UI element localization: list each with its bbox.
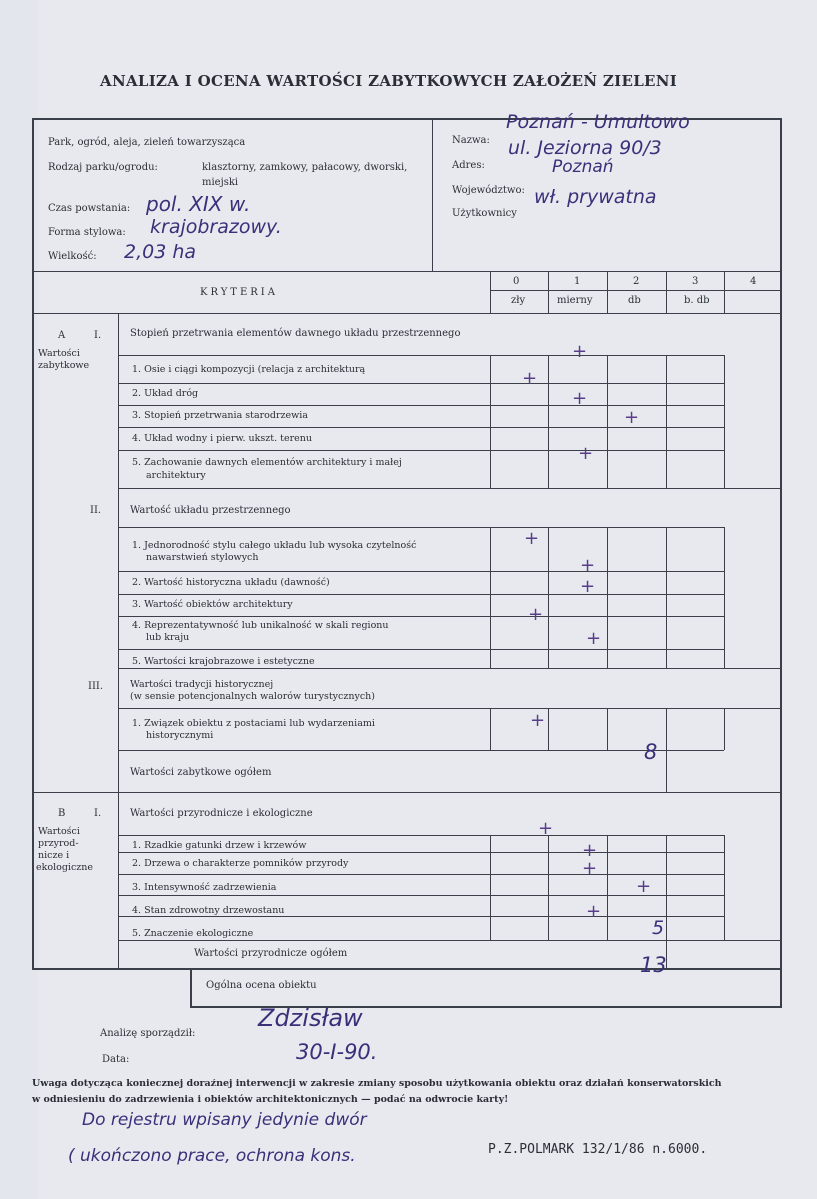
grid-col (607, 527, 608, 668)
row-line (118, 852, 724, 853)
grid-col (490, 527, 491, 668)
score-0: 0 (513, 276, 520, 287)
b1-item-3: 3. Intensywność zadrzewienia (132, 882, 277, 893)
criteria-label: KRYTERIA (200, 287, 278, 298)
name-value: Poznań - Umultowo (506, 111, 690, 133)
date-label-footer: Data: (102, 1054, 130, 1065)
section-a-name: Wartości (38, 348, 80, 359)
type-label: Rodzaj parku/ogrodu: (48, 162, 158, 173)
check-mark: + (522, 368, 538, 389)
score-4: 4 (750, 276, 757, 287)
a2-item-1: 1. Jednorodność stylu całego układu lub wysoka czytelność (132, 540, 417, 551)
a2-item-3: 3. Wartość obiektów architektury (132, 599, 293, 610)
row-line (118, 668, 782, 669)
section-b-name2: przyrod- (38, 838, 79, 849)
col-line-1 (548, 271, 549, 313)
check-mark: + (578, 443, 594, 464)
col-line-0 (490, 271, 491, 313)
type-options: klasztorny, zamkowy, pałacowy, dworski, (202, 162, 408, 173)
header-bottom-line (32, 271, 782, 272)
section-a-roman1: I. (94, 330, 102, 341)
section-a-roman3: III. (88, 681, 104, 692)
grid-col (666, 355, 667, 488)
type-options-2: miejski (202, 177, 239, 188)
handwritten-note-2: ( ukończono prace, ochrona kons. (68, 1146, 356, 1166)
row-line (118, 874, 724, 875)
b1-item-5: 5. Znaczenie ekologiczne (132, 928, 254, 939)
grid-col (490, 708, 491, 750)
section-b-roman1: I. (94, 808, 102, 819)
row-line (118, 450, 724, 451)
a1-title-line (118, 355, 724, 356)
section-a-letter: A (58, 330, 66, 341)
prepared-label: Analizę sporządził: (100, 1028, 196, 1039)
check-mark: + (530, 710, 546, 731)
nature-total-label: Wartości przyrodnicze ogółem (194, 948, 348, 959)
nature-total-value: 5 (652, 917, 665, 939)
date-label: Czas powstania: (48, 203, 131, 214)
criteria-header-line (32, 313, 782, 314)
grid-col (666, 527, 667, 668)
section-a-name2: zabytkowe (38, 360, 90, 371)
name-label: Nazwa: (452, 135, 490, 146)
address-label: Adres: (452, 160, 485, 171)
grid-col (724, 355, 725, 488)
col-line-2 (607, 271, 608, 313)
grid-col (724, 527, 725, 668)
scores-mid-line (490, 290, 782, 291)
grid-col (490, 835, 491, 940)
grid-col (607, 355, 608, 488)
row-line (118, 895, 724, 896)
a1-item-3: 3. Stopień przetrwania starodrzewia (132, 410, 308, 421)
a1-item-1: 1. Osie i ciągi kompozycji (relacja z architekturą (132, 364, 366, 375)
overall-label: Ogólna ocena obiektu (206, 980, 317, 991)
a2-item-2: 2. Wartość historyczna układu (dawność) (132, 577, 330, 588)
users-label: Użytkownicy (452, 208, 517, 219)
a3-group-title: Wartości tradycji historycznej (130, 679, 274, 690)
row-line (118, 940, 782, 941)
a2-item-5: 5. Wartości krajobrazowe i estetyczne (132, 656, 315, 667)
score-label-1: mierny (557, 295, 593, 306)
a3-group-title-2: (w sensie potencjonalnych walorów turystycznych) (130, 691, 375, 702)
check-mark: + (524, 528, 540, 549)
province-label: Województwo: (452, 185, 525, 196)
address-value: ul. Jeziorna 90/3 (508, 137, 662, 159)
a1-item-4: 4. Układ wodny i pierw. ukszt. terenu (132, 433, 312, 444)
row-line (118, 405, 724, 406)
grid-col (490, 355, 491, 488)
section-divider (32, 792, 782, 793)
score-2: 2 (633, 276, 640, 287)
row-line (118, 594, 724, 595)
a-total-value: 8 (644, 740, 658, 764)
row-line (118, 527, 724, 528)
a2-item-4: 4. Reprezentatywność lub unikalność w skali regionu (132, 620, 389, 631)
score-label-2: db (628, 295, 641, 306)
date-value: pol. XIX w. (146, 192, 251, 216)
grid-col (548, 708, 549, 750)
header-divider (432, 119, 433, 271)
b1-item-4: 4. Stan zdrowotny drzewostanu (132, 905, 285, 916)
left-column-divider (118, 313, 119, 968)
a-total-label: Wartości zabytkowe ogółem (130, 767, 272, 778)
print-code: P.Z.POLMARK 132/1/86 n.6000. (488, 1142, 708, 1157)
section-a-roman2: II. (90, 505, 102, 516)
grid-col (724, 835, 725, 940)
style-value: krajobrazowy. (150, 216, 282, 238)
grid-col (666, 708, 667, 792)
score-label-0: zły (511, 295, 526, 306)
score-3: 3 (692, 276, 699, 287)
check-mark: + (586, 901, 602, 922)
users-value: wł. prywatna (534, 186, 657, 208)
row-line (118, 649, 724, 650)
score-1: 1 (574, 276, 581, 287)
note-line-2: w odniesieniu do zadrzewienia i obiektów architektonicznych — podać na odwrocie karty! (32, 1094, 509, 1105)
a3-item-1: 1. Związek obiektu z postaciami lub wydarzeniami (132, 718, 375, 729)
row-line (118, 383, 724, 384)
check-mark: + (624, 407, 640, 428)
signature: Zdzisław (258, 1004, 363, 1032)
a2-item-4b: lub kraju (146, 632, 190, 643)
row-line (118, 750, 724, 751)
grid-col (607, 708, 608, 750)
size-label: Wielkość: (48, 251, 97, 262)
check-mark: + (580, 555, 596, 576)
note-line-1: Uwaga dotycząca koniecznej doraźnej interwencji w zakresie zmiany sposobu użytkowania obiektu oraz działań konserwatorskich (32, 1078, 722, 1089)
a3-item-1b: historycznymi (146, 730, 214, 741)
a1-group-title: Stopień przetrwania elementów dawnego układu przestrzennego (130, 328, 461, 339)
a2-item-1b: nawarstwień stylowych (146, 552, 259, 563)
grid-col (548, 527, 549, 668)
check-mark: + (572, 341, 588, 362)
section-b-name4: ekologiczne (36, 862, 94, 873)
handwritten-note-1: Do rejestru wpisany jedynie dwór (82, 1110, 367, 1130)
grid-col (548, 355, 549, 488)
grid-col (724, 708, 725, 750)
row-line (118, 616, 724, 617)
b1-item-2: 2. Drzewa o charakterze pomników przyrody (132, 858, 349, 869)
section-b-name3: nicze i (38, 850, 70, 861)
score-label-3: b. db (684, 295, 710, 306)
check-mark: + (582, 858, 598, 879)
row-line (118, 488, 782, 489)
check-mark: + (636, 876, 652, 897)
check-mark: + (582, 840, 598, 861)
a1-item-5: 5. Zachowanie dawnych elementów architektury i małej (132, 457, 402, 468)
check-mark: + (528, 604, 544, 625)
a2-group-title: Wartość układu przestrzennego (130, 505, 291, 516)
col-line-3 (666, 271, 667, 313)
overall-value: 13 (640, 953, 667, 977)
section-b-letter: B (58, 808, 66, 819)
address-value-2: Poznań (552, 157, 614, 177)
b1-item-1: 1. Rzadkie gatunki drzew i krzewów (132, 840, 307, 851)
a1-item-5b: architektury (146, 470, 206, 481)
grid-col (548, 835, 549, 940)
form-title: ANALIZA I OCENA WARTOŚCI ZABYTKOWYCH ZAŁOŻEŃ ZIELENI (100, 72, 678, 90)
check-mark: + (586, 628, 602, 649)
row-line (118, 916, 724, 917)
col-line-4 (724, 271, 725, 313)
style-label: Forma stylowa: (48, 227, 126, 238)
date-value-footer: 30-I-90. (296, 1040, 378, 1064)
check-mark: + (580, 576, 596, 597)
b1-group-title: Wartości przyrodnicze i ekologiczne (130, 808, 313, 819)
grid-col (666, 835, 667, 968)
check-mark: + (572, 388, 588, 409)
park-line: Park, ogród, aleja, zieleń towarzysząca (48, 137, 246, 148)
row-line (118, 835, 724, 836)
a1-item-2: 2. Układ dróg (132, 388, 199, 399)
section-b-name: Wartości (38, 826, 80, 837)
row-line (118, 708, 782, 709)
size-value: 2,03 ha (124, 241, 197, 263)
check-mark: + (538, 818, 554, 839)
grid-col (607, 835, 608, 940)
row-line (118, 571, 724, 572)
